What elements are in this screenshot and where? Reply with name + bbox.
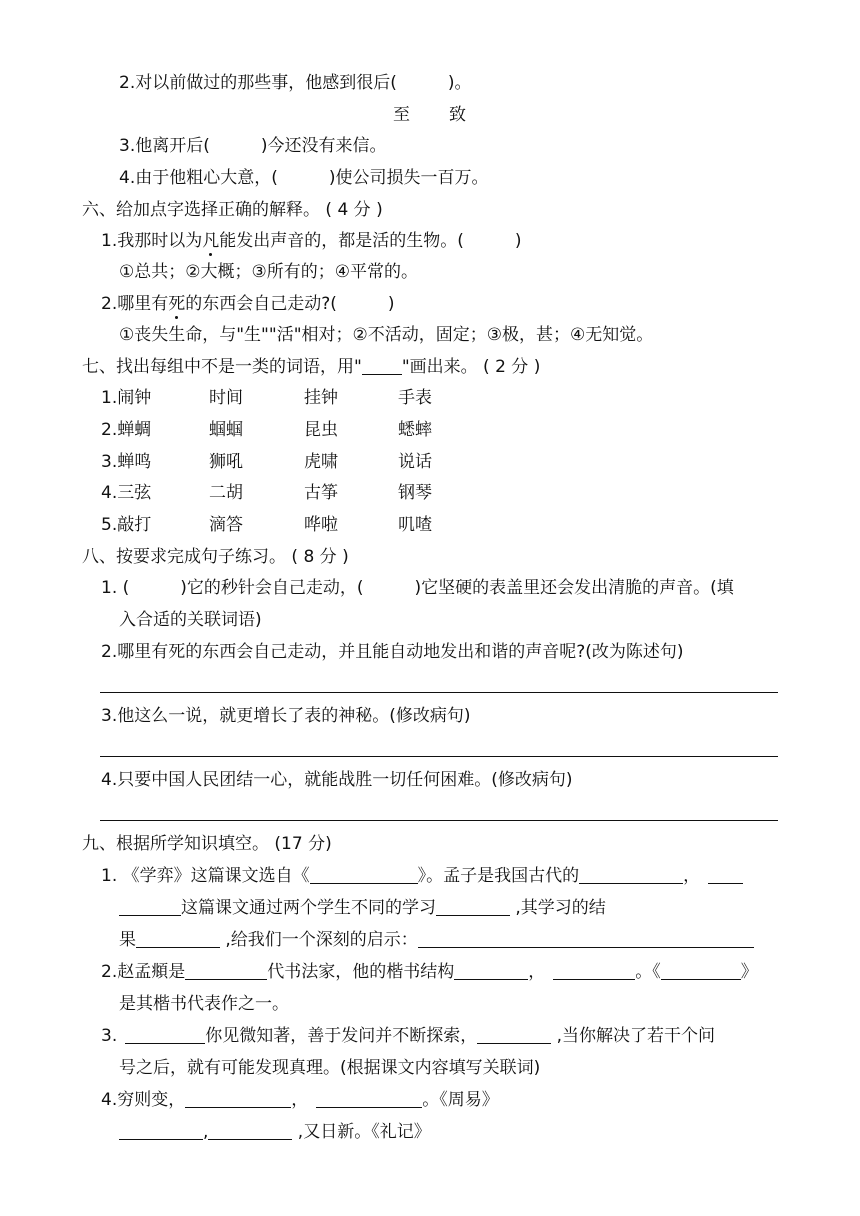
q9-2-text-e: 》	[740, 962, 758, 982]
question-9-1-line1	[101, 865, 743, 887]
q9-1-text-g: ,给我们一个深刻的启示：	[220, 930, 418, 950]
q9-3-text-c: ,当你解决了若干个问	[551, 1026, 716, 1046]
question-5-4: 4.由于他粗心大意，( )使公司损失一百万。	[119, 168, 489, 188]
blank-zhouyi-1[interactable]	[185, 1089, 291, 1108]
word-row-2	[0, 419, 860, 441]
word-row-3	[0, 451, 860, 473]
q9-1-text-a: 1. 《学弈》这篇课文选自《	[101, 866, 310, 886]
word-cell: 古筝	[304, 483, 338, 503]
q9-4-text-d: ,	[203, 1122, 209, 1142]
blank-mencius-role-2-cont[interactable]	[119, 897, 181, 916]
blank-dynasty[interactable]	[185, 961, 267, 980]
word-cell: 蝈蝈	[209, 420, 243, 440]
question-8-3: 3.他这么一说，就更增长了表的神秘。(修改病句)	[101, 706, 471, 726]
blank-book-title[interactable]	[310, 865, 418, 884]
section-9-heading: 九、根据所学知识填空。 (17 分)	[82, 834, 332, 854]
underline-sample	[362, 356, 402, 375]
question-6-2-options: ①丧失生命，与"生""活"相对；②不活动，固定；③极，甚；④无知觉。	[119, 325, 654, 345]
blank-study-attitude[interactable]	[436, 897, 510, 916]
section-7-heading-before: 七、找出每组中不是一类的词语，用"	[82, 357, 362, 377]
q9-1-text-b: 》。孟子是我国古代的	[417, 866, 580, 886]
q9-1-text-e: ,其学习的结	[510, 898, 606, 918]
word-cell: 蟋蟀	[398, 420, 432, 440]
q9-1-text-c: ，	[683, 866, 701, 886]
word-row-5	[0, 514, 860, 536]
option-zhi-1: 至	[393, 105, 410, 125]
question-8-1-line1: 1. ( )它的秒针会自己走动，( )它坚硬的表盖里还会发出清脆的声音。(填	[101, 578, 734, 598]
question-6-2-before: 2.哪里有	[101, 294, 169, 314]
question-9-4-line2	[119, 1121, 431, 1143]
question-9-1-line2	[119, 897, 606, 919]
dotted-char-si: 死	[168, 294, 186, 314]
word-cell: 挂钟	[304, 388, 338, 408]
question-9-4-line1	[101, 1089, 499, 1111]
q9-4-text-c: 。《周易》	[422, 1090, 499, 1110]
word-cell: 钢琴	[398, 483, 432, 503]
word-cell: 昆虫	[304, 420, 338, 440]
word-cell: 虎啸	[304, 452, 338, 472]
word-cell: 1.闹钟	[101, 388, 152, 408]
question-6-1-options: ①总共；②大概；③所有的；④平常的。	[119, 262, 418, 282]
question-8-2: 2.哪里有死的东西会自己走动，并且能自动地发出和谐的声音呢?(改为陈述句)	[101, 642, 684, 662]
question-9-2-line2: 是其楷书代表作之一。	[119, 994, 289, 1014]
word-cell: 叽喳	[398, 515, 432, 535]
question-5-2: 2.对以前做过的那些事，他感到很后( )。	[119, 73, 472, 93]
dotted-char-fan: 凡	[202, 231, 220, 251]
word-row-4	[0, 482, 860, 504]
section-7-heading-after: "画出来。 ( 2 分 )	[401, 357, 541, 377]
q9-1-text-f: 果	[119, 930, 136, 950]
q9-3-text-a: 3.	[101, 1026, 118, 1046]
q9-1-text-d: 这篇课文通过两个学生不同的学习	[181, 898, 436, 918]
word-row-1	[0, 387, 860, 409]
question-6-2	[101, 293, 395, 315]
word-cell: 4.三弦	[101, 483, 152, 503]
question-9-2-line1	[101, 961, 758, 983]
word-cell: 2.蝉蜩	[101, 420, 152, 440]
word-cell: 滴答	[209, 515, 243, 535]
blank-liji-1[interactable]	[119, 1121, 203, 1140]
q9-2-text-b: 代书法家，他的楷书结构	[267, 962, 455, 982]
q9-2-text-c: ，	[528, 962, 546, 982]
answer-line-8-3[interactable]	[100, 756, 778, 757]
question-6-1	[101, 230, 522, 252]
question-6-1-after: 能发出声音的，都是活的生物。( )	[219, 231, 522, 251]
blank-result[interactable]	[136, 929, 220, 948]
word-cell: 哗啦	[304, 515, 338, 535]
blank-conjunction-1[interactable]	[125, 1025, 205, 1044]
question-6-1-before: 1.我那时以为	[101, 231, 203, 251]
word-cell: 时间	[209, 388, 243, 408]
question-9-3-line1	[101, 1025, 715, 1047]
question-9-1-line3	[119, 929, 754, 951]
blank-structure-2[interactable]	[553, 961, 635, 980]
answer-line-8-2[interactable]	[100, 692, 778, 693]
word-cell: 3.蝉鸣	[101, 452, 152, 472]
question-6-2-after: 的东西会自己走动?( )	[185, 294, 395, 314]
blank-liji-2[interactable]	[208, 1121, 292, 1140]
word-cell: 二胡	[209, 483, 243, 503]
word-cell: 狮吼	[209, 452, 243, 472]
blank-zhouyi-2[interactable]	[316, 1089, 422, 1108]
q9-3-text-b: 你见微知著，善于发问并不断探索，	[205, 1026, 478, 1046]
q9-4-text-a: 4.穷则变，	[101, 1090, 186, 1110]
blank-lesson[interactable]	[418, 929, 754, 948]
option-zhi-2: 致	[449, 105, 466, 125]
q9-2-text-a: 2.赵孟頫是	[101, 962, 186, 982]
q9-2-text-d: 。《	[635, 962, 661, 982]
blank-structure-1[interactable]	[454, 961, 528, 980]
question-9-3-line2: 号之后，就有可能发现真理。(根据课文内容填写关联词)	[119, 1058, 541, 1078]
section-7-heading	[82, 356, 540, 378]
blank-mencius-role[interactable]	[579, 865, 683, 884]
section-8-heading: 八、按要求完成句子练习。 ( 8 分 )	[82, 547, 349, 567]
question-8-1-line2: 入合适的关联词语)	[119, 610, 262, 630]
blank-masterpiece[interactable]	[661, 961, 741, 980]
question-5-3: 3.他离开后( )今还没有来信。	[119, 136, 387, 156]
q9-4-text-e: ,又日新。《礼记》	[292, 1122, 431, 1142]
question-8-4: 4.只要中国人民团结一心，就能战胜一切任何困难。(修改病句)	[101, 770, 573, 790]
word-cell: 说话	[398, 452, 432, 472]
section-6-heading: 六、给加点字选择正确的解释。 ( 4 分 )	[82, 200, 383, 220]
answer-line-8-4[interactable]	[100, 820, 778, 821]
q9-4-text-b: ，	[291, 1090, 309, 1110]
blank-conjunction-2[interactable]	[477, 1025, 551, 1044]
word-cell: 手表	[398, 388, 432, 408]
blank-mencius-role-2[interactable]	[708, 865, 743, 884]
word-cell: 5.敲打	[101, 515, 152, 535]
